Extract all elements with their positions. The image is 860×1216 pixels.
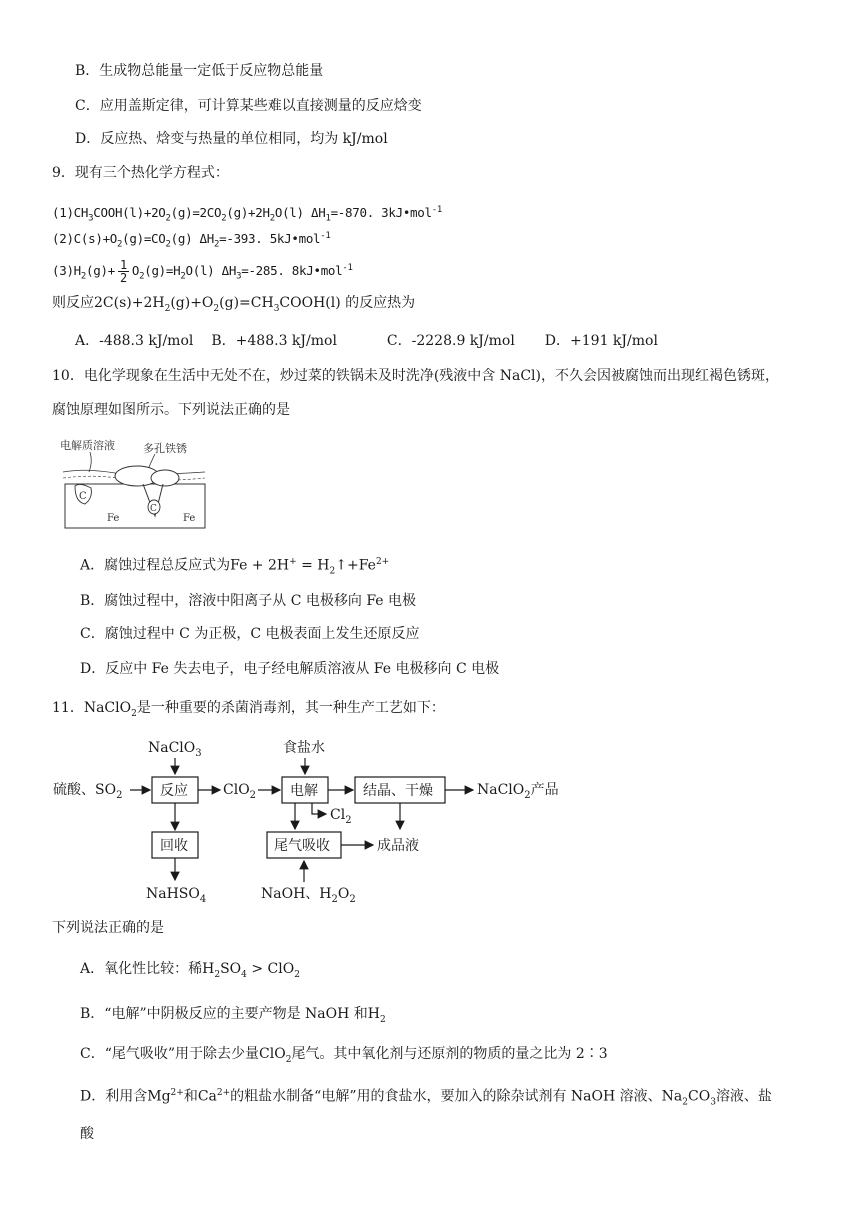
q11-option-b: B．“电解”中阴极反应的主要产物是 NaOH 和$H_2$ [80, 1006, 386, 1025]
q8-option-d: D．反应热、焓变与热量的单位相同，均为 kJ/mol [75, 131, 388, 147]
q9-question: 则反应$2C(s)+2H_2(g)+O_2(g)=CH_3COOH(l)$ 的反应热为 [52, 295, 416, 314]
box-tail-gas-label: 尾气吸收 [274, 838, 330, 854]
q9-equation-3: $(3)H_2(g)+$ $\frac{1}{2}$ $O_2(g)=H_2O(l)$ $\Delta H_3=-285$. 8kJ•mol$^{-1}$ [52, 258, 353, 286]
box-reaction-label: 反应 [160, 783, 188, 799]
q11-option-c: C．“尾气吸收”用于除去少量ClO$_2$尾气。其中氧化剂与还原剂的物质的量之比为 2∶3 [80, 1046, 608, 1065]
q10-option-c: C．腐蚀过程中 C 为正极，C 电极表面上发生还原反应 [80, 626, 420, 642]
process-flowchart [50, 730, 570, 910]
box-recover-label: 回收 [160, 838, 188, 854]
q8-option-c: C．应用盖斯定律，可计算某些难以直接测量的反应焓变 [75, 98, 422, 114]
q11-option-d-cont: 酸 [80, 1126, 94, 1142]
label-naclo3: NaClO$_3$ [148, 740, 202, 759]
label-acid-so2: 硫酸、$SO_2$ [53, 782, 123, 801]
label-cl2: $Cl_2$ [330, 807, 352, 826]
label-nahso4: NaHSO$_4$ [146, 886, 207, 905]
label-iron-2: Fe [183, 513, 196, 524]
label-iron-1: Fe [107, 513, 120, 524]
q9-choice-a: A．-488.3 kJ/mol [75, 333, 194, 349]
q11-option-d: D．利用含$Mg^{2+}$和$Ca^{2+}$的粗盐水制备“电解”用的食盐水，要加入的除杂试剂有 NaOH 溶液、$Na_2CO_3$溶液、盐 [80, 1088, 772, 1108]
corrosion-diagram [55, 432, 215, 532]
q10-stem-line1: 10．电化学现象在生活中无处不在，炒过菜的铁锅未及时洗净(残液中含 NaCl)，不久会因被腐蚀而出现红褐色锈斑， [52, 368, 779, 384]
q9-equation-2: $(2)C(s)+O_2(g)=CO_2(g)$ $\Delta H_2=-393$. 5kJ•mol$^{-1}$ [52, 231, 331, 250]
q11-stem: 11．NaClO$_2$是一种重要的杀菌消毒剂，其一种生产工艺如下： [52, 700, 445, 719]
q9-choice-c: C．-2228.9 kJ/mol [386, 333, 515, 349]
label-brine: 食盐水 [283, 740, 325, 756]
q10-option-a: A．腐蚀过程总反应式为$Fe + 2H^+ = H_2↑+Fe^{2+}$ [80, 557, 390, 577]
label-final-liquid: 成品液 [377, 838, 419, 854]
label-carbon-1: C [79, 491, 87, 502]
fraction-one-half: $\frac{1}{2}$ [119, 258, 127, 286]
q9-equation-1: $(1)CH_3COOH(l)+2O_2(g)=2CO_2(g)+2H_2O(l)$ $\Delta H_1=-870$. 3kJ•mol$^{-1}$ [52, 205, 442, 224]
label-product: NaClO$_2$产品 [477, 782, 559, 801]
q11-option-a: A．氧化性比较：稀$H_2SO_4 > ClO_2$ [80, 961, 300, 980]
label-naoh-h2o2: NaOH、$H_2O_2$ [261, 886, 356, 905]
q9-stem: 9．现有三个热化学方程式： [52, 165, 229, 181]
box-crystallize-label: 结晶、干燥 [363, 783, 433, 799]
q9-choices [75, 331, 676, 351]
label-carbon-2: C [150, 504, 157, 514]
q11-question: 下列说法正确的是 [52, 920, 164, 936]
q10-option-b: B．腐蚀过程中，溶液中阳离子从 C 电极移向 Fe 电极 [80, 593, 417, 609]
q10-option-d: D．反应中 Fe 失去电子，电子经电解质溶液从 Fe 电极移向 C 电极 [80, 661, 500, 677]
q9-choice-b: B．+488.3 kJ/mol [211, 333, 337, 349]
q9-choice-d: D．+191 kJ/mol [544, 333, 658, 349]
label-electrolyte: 电解质溶液 [60, 439, 115, 452]
box-electrolysis-label: 电解 [290, 783, 318, 799]
q8-option-b: B．生成物总能量一定低于反应物总能量 [75, 63, 324, 79]
label-porous-rust: 多孔铁锈 [143, 442, 187, 455]
label-clo2: ClO$_2$ [223, 782, 257, 801]
q10-stem-line2: 腐蚀原理如图所示。下列说法正确的是 [52, 402, 290, 418]
